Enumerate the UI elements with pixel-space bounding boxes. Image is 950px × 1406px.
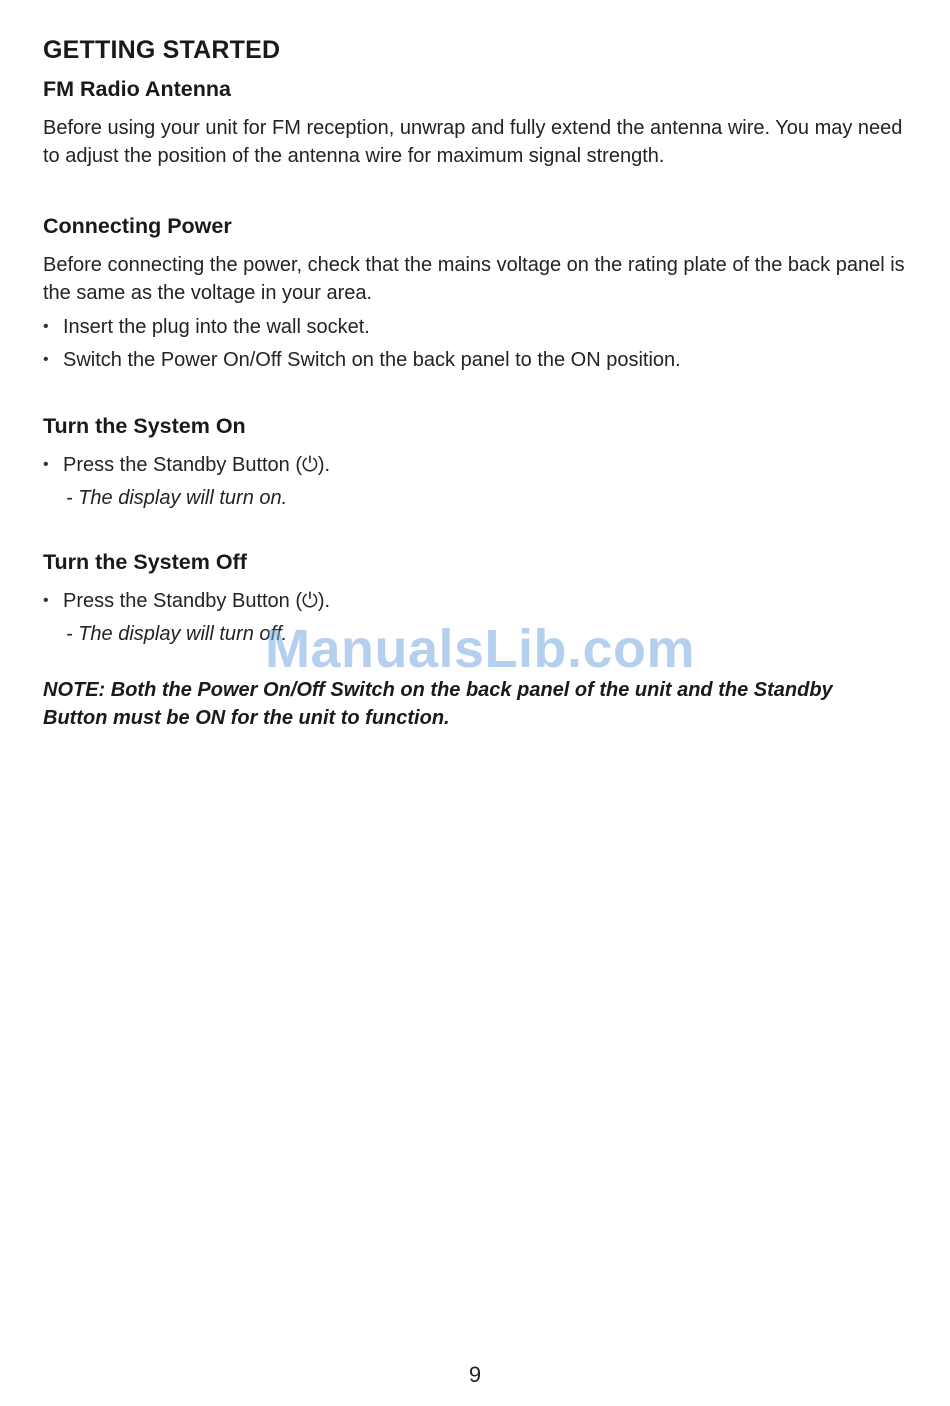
section-heading: Turn the System Off: [43, 550, 247, 574]
bullet-list: [43, 587, 913, 615]
watermark: ManualsLib.com: [265, 619, 696, 679]
result-text: - The display will turn off.: [66, 623, 288, 645]
section-turn-system-on: [43, 414, 913, 512]
section-fm-radio-antenna: [43, 77, 913, 170]
bullet-list: [43, 451, 913, 479]
section-heading: FM Radio Antenna: [43, 77, 231, 101]
section-heading: Connecting Power: [43, 214, 232, 238]
section-paragraph: Before using your unit for FM reception, unwrap and fully extend the antenna wire. You may need to adjust the position of the antenna wire for maximum signal strength.: [43, 117, 903, 167]
section-paragraph: Before connecting the power, check that the mains voltage on the rating plate of the back panel is the same as the voltage in your area.: [43, 254, 905, 304]
section-heading: Turn the System On: [43, 414, 246, 438]
bullet-item: • Insert the plug into the wall socket.: [43, 313, 913, 341]
note-text: NOTE: Both the Power On/Off Switch on the back panel of the unit and the Standby Button must be ON for the unit to function.: [43, 679, 833, 729]
result-text: - The display will turn on.: [66, 487, 288, 509]
bullet-list: [43, 313, 913, 374]
bullet-item: • Switch the Power On/Off Switch on the back panel to the ON position.: [43, 346, 913, 374]
page-number: 9: [468, 1362, 482, 1387]
section-connecting-power: [43, 214, 913, 374]
page-title: GETTING STARTED: [43, 36, 281, 64]
bullet-item: • Press the Standby Button (⏻).: [43, 587, 913, 615]
bullet-item: • Press the Standby Button (⏻).: [43, 451, 913, 479]
